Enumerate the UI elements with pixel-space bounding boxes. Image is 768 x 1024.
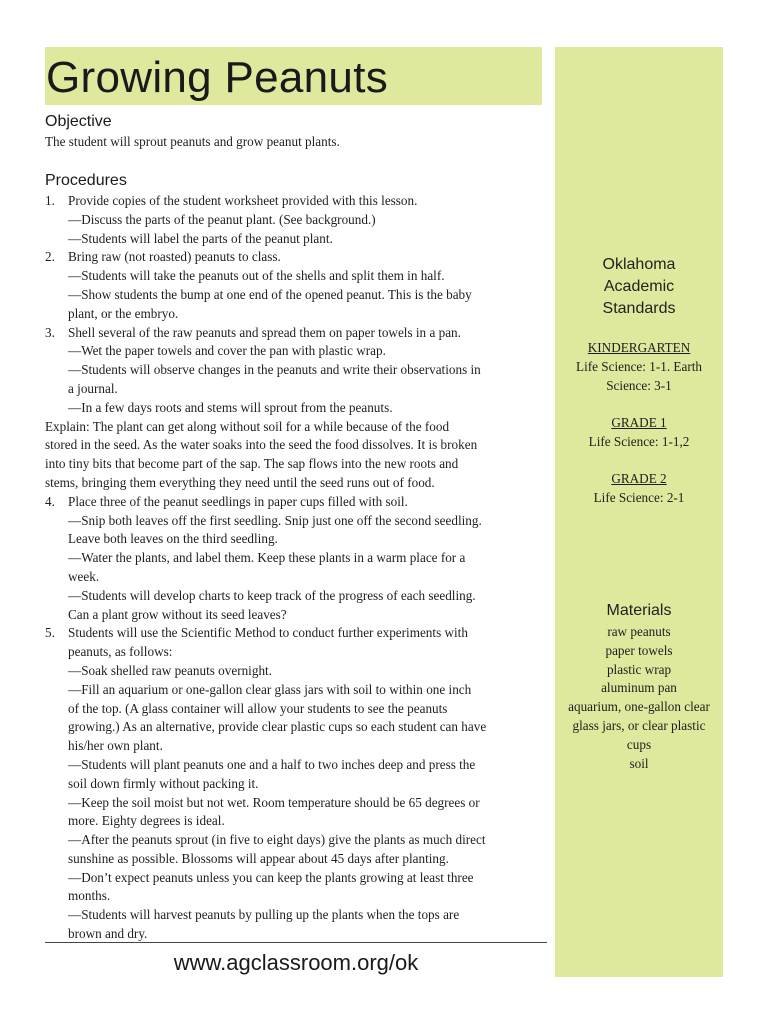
step-number: 5. — [45, 625, 55, 641]
procedure-line: Explain: The plant can get along without soil for a while because of the food — [45, 418, 450, 434]
procedure-line: —Water the plants, and label them. Keep these plants in a warm place for a — [68, 550, 466, 566]
grade-heading: KINDERGARTEN — [587, 340, 691, 355]
step-number: 4. — [45, 493, 55, 509]
procedure-line: —Discuss the parts of the peanut plant. (See background.) — [68, 211, 376, 227]
procedure-line: —Students will harvest peanuts by pulling up the plants when the tops are — [68, 907, 460, 923]
procedure-step — [45, 624, 545, 643]
procedure-line: —Don’t expect peanuts unless you can keep the plants growing at least three — [68, 869, 474, 885]
procedure-line: peanuts, as follows: — [68, 644, 173, 660]
standards-title: Oklahoma Academic Standards — [602, 256, 676, 317]
procedure-line: brown and dry. — [68, 926, 148, 942]
procedure-line: —In a few days roots and stems will sprout from the peanuts. — [68, 399, 393, 415]
procedure-line: —Show students the bump at one end of the opened peanut. This is the baby — [68, 286, 472, 302]
objective-heading: Objective — [45, 113, 112, 130]
step-number: 2. — [45, 249, 55, 265]
procedure-line: —Students will plant peanuts one and a half to two inches deep and press the — [68, 756, 476, 772]
material-item: paper towels — [605, 642, 673, 658]
grade-kindergarten — [555, 339, 723, 395]
objective-text: The student will sprout peanuts and grow peanut plants. — [45, 134, 340, 149]
procedure-line: his/her own plant. — [68, 738, 163, 754]
grade-2 — [555, 470, 723, 508]
step-text: Place three of the peanut seedlings in paper cups filled with soil. — [68, 493, 408, 509]
footer-url: www.agclassroom.org/ok — [173, 950, 419, 975]
material-item: soil — [629, 755, 649, 771]
procedure-line: a journal. — [68, 380, 118, 396]
grade-heading: GRADE 1 — [611, 415, 667, 430]
procedure-line: —Soak shelled raw peanuts overnight. — [68, 662, 272, 678]
step-number: 3. — [45, 324, 55, 340]
procedure-line: growing.) As an alternative, provide clear plastic cups so each student can have — [68, 719, 487, 735]
procedure-line: months. — [68, 888, 111, 904]
page-title: Growing Peanuts — [46, 53, 389, 102]
grade-standard: Life Science: 1-1,2 — [588, 433, 690, 449]
footer-divider — [45, 942, 547, 943]
procedure-line: —Students will develop charts to keep track of the progress of each seedling. — [68, 587, 476, 603]
grade-standard: Life Science: 1-1. Earth — [576, 358, 702, 374]
procedure-line: —Snip both leaves off the first seedling. Snip just one off the second seedling. — [68, 512, 482, 528]
procedures-heading: Procedures — [45, 172, 127, 189]
procedure-line: into tiny bits that become part of the sap. The sap flows into the new roots and — [45, 456, 459, 472]
step-text: Students will use the Scientific Method to conduct further experiments with — [68, 625, 468, 641]
procedure-line: —After the peanuts sprout (in five to eight days) give the plants as much direct — [68, 832, 486, 848]
material-item: raw peanuts — [607, 624, 671, 639]
material-item: aquarium, one-gallon clear — [568, 699, 710, 715]
procedure-line: of the top. (A glass container will allow your students to see the peanuts — [68, 700, 448, 716]
step-text: Provide copies of the student worksheet provided with this lesson. — [68, 193, 418, 208]
grade-heading: GRADE 2 — [611, 471, 667, 486]
procedure-line: week. — [68, 568, 100, 584]
procedure-line: stems, bringing them everything they need until the seed runs out of food. — [45, 474, 435, 490]
procedure-step — [45, 493, 545, 512]
procedure-line: Leave both leaves on the third seedling. — [68, 531, 278, 547]
step-number: 1. — [45, 193, 55, 208]
procedure-line: stored in the seed. As the water soaks into the seed the food dissolves. It is broken — [45, 437, 478, 453]
procedure-line: —Keep the soil moist but not wet. Room temperature should be 65 degrees or — [68, 794, 480, 810]
step-text: Shell several of the raw peanuts and spread them on paper towels in a pan. — [68, 324, 461, 340]
standards-sidebar — [555, 47, 723, 977]
procedure-line: —Students will label the parts of the peanut plant. — [68, 230, 333, 246]
procedure-line: Can a plant grow without its seed leaves? — [68, 606, 287, 622]
procedure-line: —Students will take the peanuts out of the shells and split them in half. — [68, 268, 445, 284]
grade-standard: Life Science: 2-1 — [593, 489, 685, 505]
procedure-line: plant, or the embryo. — [68, 305, 179, 321]
step-text: Bring raw (not roasted) peanuts to class. — [68, 249, 281, 265]
materials-title: Materials — [606, 602, 672, 619]
procedure-line: soil down firmly without packing it. — [68, 775, 259, 791]
procedure-line: more. Eighty degrees is ideal. — [68, 813, 225, 829]
procedure-step — [45, 324, 545, 343]
material-item: aluminum pan — [601, 680, 677, 696]
materials-list — [555, 623, 723, 773]
grade-standard: Science: 3-1 — [606, 377, 672, 393]
grade-1 — [555, 414, 723, 452]
procedure-line: —Students will observe changes in the peanuts and write their observations in — [68, 362, 481, 378]
procedures-list — [45, 192, 545, 944]
material-item: cups — [626, 736, 652, 752]
procedure-step — [45, 192, 545, 211]
material-item: glass jars, or clear plastic — [572, 717, 706, 733]
procedure-line: —Wet the paper towels and cover the pan with plastic wrap. — [68, 343, 386, 359]
procedure-line: —Fill an aquarium or one-gallon clear glass jars with soil to within one inch — [68, 681, 472, 697]
material-item: plastic wrap — [606, 661, 672, 677]
procedure-step — [45, 248, 545, 267]
procedure-line: sunshine as possible. Blossoms will appear about 45 days after planting. — [68, 850, 449, 866]
